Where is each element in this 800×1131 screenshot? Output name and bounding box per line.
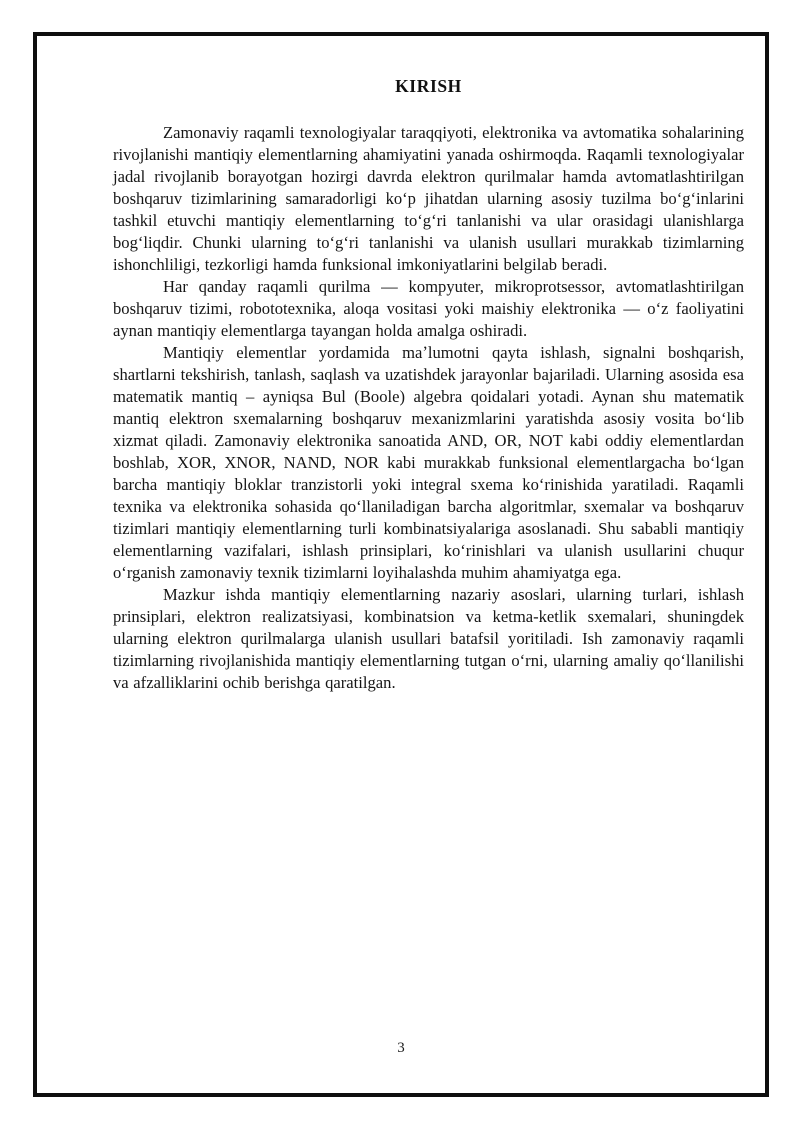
page-content	[113, 76, 744, 694]
page-title: KIRISH	[395, 76, 462, 96]
paragraph-devices: Har qanday raqamli qurilma — kompyuter, mikroprotsessor, avtomatlashtirilgan boshqaruv tizimi, robototexnika, aloqa vositasi yoki maishiy elektronika — oʻz faoliyatini aynan mantiqiy elementlarga tayangan holda amalga oshiradi.	[113, 277, 744, 340]
paragraph-scope: Mazkur ishda mantiqiy elementlarning nazariy asoslari, ularning turlari, ishlash prinsiplari, elektron realizatsiyasi, kombinatsion va ketma-ketlik sxemalari, shuningdek ularning elektron qurilmalarga ulanish usullari batafsil yoritiladi. Ish zamonaviy raqamli tizimlarning rivojlanishida mantiqiy elementlarning tutgan oʻrni, ularning amaliy qoʻllanilishi va afzalliklarini ochib berishga qaratilgan.	[113, 585, 744, 692]
paragraph-intro: Zamonaviy raqamli texnologiyalar taraqqiyoti, elektronika va avtomatika sohalarining rivojlanishi mantiqiy elementlarning ahamiyatini yanada oshirmoqda. Raqamli texnologiyalar jadal rivojlanib borayotgan hozirgi davrda elektron qurilmalar hamda avtomatlashtirilgan boshqaruv tizimlarining samaradorligi koʻp jihatdan ularning asosiy tuzilma boʻgʻinlarini tashkil etuvchi mantiqiy elementlarning toʻgʻri tanlanishi va ular orasidagi ulanishlarga bogʻliqdir. Chunki ularning toʻgʻri tanlanishi va ulanish usullari murakkab tizimlarning ishonchliligi, tezkorligi hamda funksional imkoniyatlarini belgilab beradi.	[113, 123, 744, 274]
page-number: 3	[397, 1040, 405, 1056]
paragraph-logic-elements: Mantiqiy elementlar yordamida maʼlumotni qayta ishlash, signalni boshqarish, shartlarni tekshirish, tanlash, saqlash va uzatishdek jarayonlar bajariladi. Ularning asosida esa matematik mantiq – ayniqsa Bul (Boole) algebra qoidalari yotadi. Aynan shu matematik mantiq elektron sxemalarning boshqaruv mexanizmlarini yaratishda asosiy vosita boʻlib xizmat qiladi. Zamonaviy elektronika sanoatida AND, OR, NOT kabi oddiy elementlardan boshlab, XOR, XNOR, NAND, NOR kabi murakkab funksional elementlargacha boʻlgan barcha mantiqiy bloklar tranzistorli yoki integral sxema koʻrinishida yaratiladi. Raqamli texnika va elektronika sohasida qoʻllaniladigan barcha algoritmlar, sxemalar va boshqaruv tizimlari mantiqiy elementlarning turli kombinatsiyalariga asoslanadi. Shu sababli mantiqiy elementlarning vazifalari, ishlash prinsiplari, koʻrinishlari va ulanish usullarini chuqur oʻrganish zamonaviy texnik tizimlarni loyihalashda muhim ahamiyatga ega.	[113, 343, 744, 582]
